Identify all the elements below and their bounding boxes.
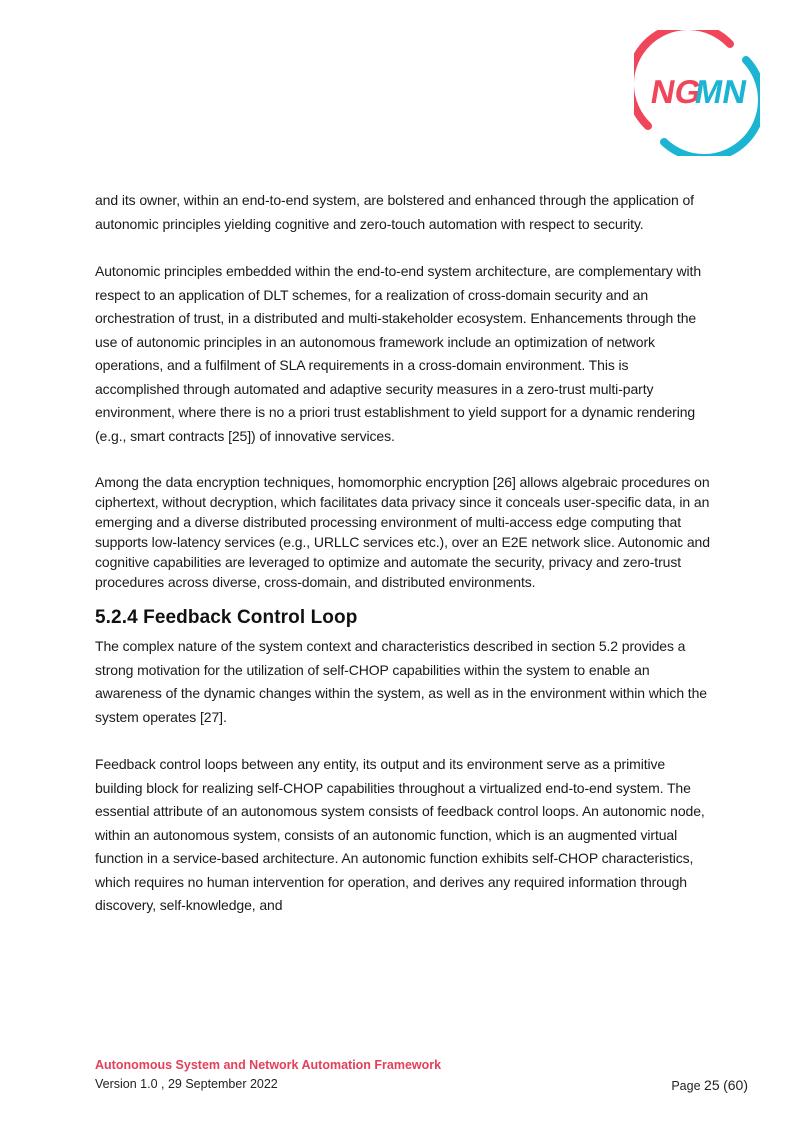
footer-page-number: [671, 1077, 748, 1093]
page-content: [95, 189, 715, 918]
footer-version: Version 1.0 , 29 September 2022: [95, 1077, 278, 1091]
page-current: 25: [704, 1077, 720, 1093]
page-total: (60): [723, 1077, 748, 1093]
svg-text:MN: MN: [691, 74, 750, 111]
page-label: Page: [671, 1079, 701, 1093]
svg-text:NG: NG: [647, 74, 704, 111]
footer-document-title: Autonomous System and Network Automation Framework: [95, 1058, 442, 1072]
paragraph-homomorphic-encryption: Among the data encryption techniques, homomorphic encryption [26] allows algebraic procedures on ciphertext, without decryption, which facilitates data privacy since it conceals user-specific data, in an emerging and a diverse distributed processing environment of multi-access edge computing that supports low-latency services (e.g., URLLC services etc.), over an E2E network slice. Autonomic and cognitive capabilities are leveraged to optimize and automate the security, privacy and zero-trust procedures across diverse, cross-domain, and distributed environments.: [95, 474, 710, 590]
section-heading: 5.2.4 Feedback Control Loop: [95, 607, 358, 628]
paragraph-system-context: The complex nature of the system context and characteristics described in section 5.2 provides a strong motivation for the utilization of self-CHOP capabilities within the system to enable an awareness of the dynamic changes within the system, as well as in the environment within which the system operates [27].: [95, 638, 707, 725]
paragraph-continuation: and its owner, within an end-to-end system, are bolstered and enhanced through the application of autonomic principles yielding cognitive and zero-touch automation with respect to security.: [95, 192, 694, 232]
paragraph-autonomic-principles: Autonomic principles embedded within the end-to-end system architecture, are complementary with respect to an application of DLT schemes, for a realization of cross-domain security and an orchestration of trust, in a distributed and multi-stakeholder ecosystem. Enhancements through the use of autonomic principles in an autonomous framework include an optimization of network operations, and a fulfilment of SLA requirements in a cross-domain environment. This is accomplished through automated and adaptive security measures in a zero-trust multi-party environment, where there is no a priori trust establishment to yield support for a dynamic rendering (e.g., smart contracts [25]) of innovative services.: [95, 263, 702, 444]
paragraph-feedback-loops: Feedback control loops between any entity, its output and its environment serve as a primitive building block for realizing self-CHOP capabilities throughout a virtualized end-to-end system. The essential attribute of an autonomous system consists of feedback control loops. An autonomic node, within an autonomous system, consists of an autonomic function, which is an augmented virtual function in a service-based architecture. An autonomic function exhibits self-CHOP characteristics, which requires no human intervention for operation, and derives any required information through discovery, self-knowledge, and: [95, 756, 705, 913]
ngmn-logo-graphic: [634, 30, 760, 156]
ngmn-logo: [634, 30, 760, 156]
